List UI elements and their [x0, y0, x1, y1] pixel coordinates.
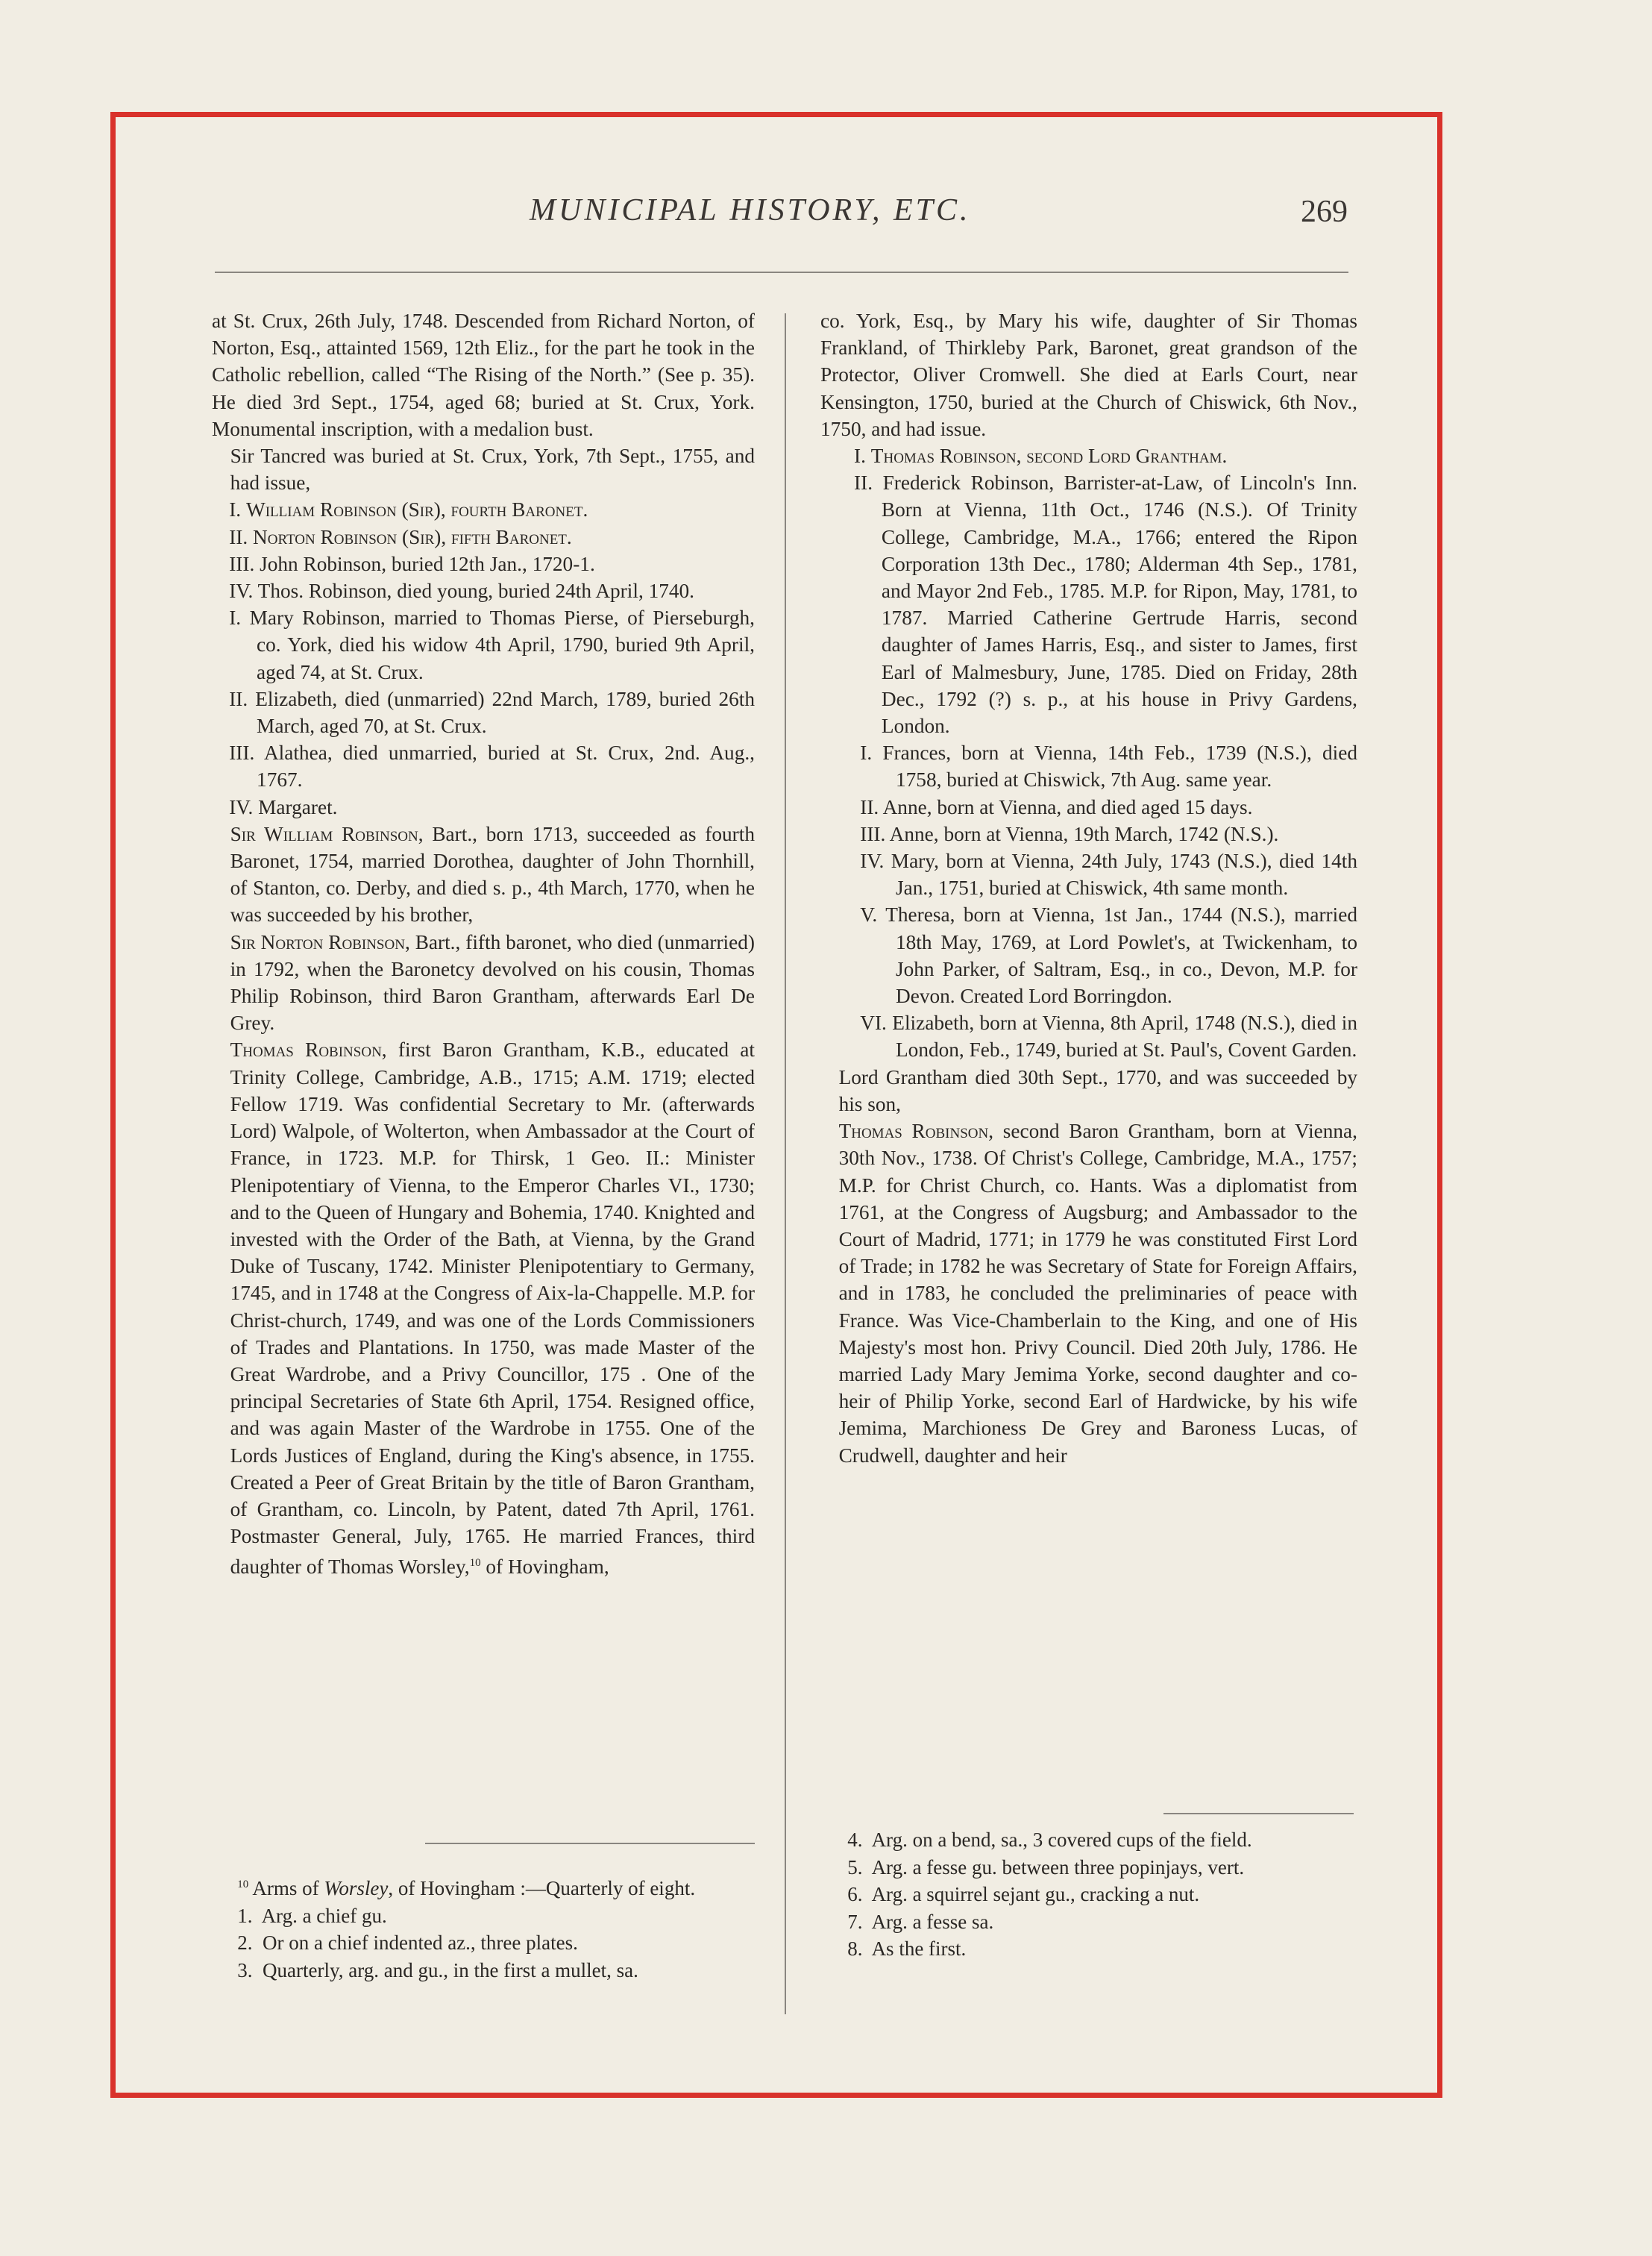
paragraph: Lord Grantham died 30th Sept., 1770, and was succeeded by his son,	[838, 1065, 1357, 1115]
list-numeral: I.	[860, 742, 873, 765]
list-numeral: II.	[229, 525, 248, 548]
list-item	[820, 901, 1357, 1009]
list-item	[212, 577, 755, 604]
list-text: Anne, born at Vienna, 19th March, 1742 (N.S.).	[889, 822, 1279, 845]
list-item	[212, 496, 755, 523]
footnote-right	[829, 1826, 1357, 1963]
left-column	[212, 307, 755, 1581]
list-item	[820, 1009, 1357, 1063]
list-numeral: II.	[854, 471, 873, 495]
paragraph: Sir Tancred was buried at St. Crux, York, 7th Sept., 1755, and had issue,	[230, 445, 755, 495]
list-numeral: IV.	[229, 580, 254, 603]
list-text: Elizabeth, born at Vienna, 8th April, 1748 (N.S.), died in London, Feb., 1749, buried at St. Paul's, Covent Garden.	[892, 1012, 1357, 1062]
list-numeral: IV.	[229, 795, 254, 818]
list-item	[820, 739, 1357, 793]
header-rule	[215, 272, 1348, 273]
list-numeral: II.	[860, 795, 879, 818]
footnote-numeral: 3.	[237, 1958, 253, 1981]
paragraph-text: of Hovingham,	[480, 1555, 609, 1579]
footnote-item	[829, 1826, 1357, 1854]
footnote-left	[219, 1871, 755, 1984]
footnote-numeral: 7.	[847, 1910, 863, 1933]
footnote-item	[829, 1935, 1357, 1963]
list-text: Alathea, died unmarried, buried at St. Crux, 2nd. Aug., 1767.	[257, 742, 755, 792]
list-item	[212, 524, 755, 551]
footnote-rule	[425, 1843, 755, 1844]
list-text: Thomas Robinson, second Lord Grantham.	[870, 445, 1228, 468]
list-item	[820, 794, 1357, 821]
list-item	[212, 794, 755, 821]
footnote-item-text: Arg. a fesse gu. between three popinjays, vert.	[871, 1855, 1245, 1879]
list-text: Theresa, born at Vienna, 1st Jan., 1744 (N.S.), married 18th May, 1769, at Lord Powlet's, at Twickenham, to John Parker, of Saltram, Esq., in co., Devon, M.P. for Devon. Created Lord Borringdon.	[885, 903, 1357, 1008]
footnote-text: , of Hovingham :—Quarterly of eight.	[388, 1877, 696, 1899]
footnote-numeral: 4.	[847, 1829, 863, 1851]
paragraph	[820, 1118, 1357, 1469]
list-numeral: III.	[229, 742, 255, 765]
footnote-item-text: As the first.	[871, 1937, 967, 1960]
footnote-marker: 10	[237, 1879, 249, 1890]
footnote-item	[219, 1902, 755, 1930]
footnote-item-text: Arg. on a bend, sa., 3 covered cups of the field.	[871, 1829, 1252, 1851]
list-text: Norton Robinson (Sir), fifth Baronet.	[253, 525, 572, 548]
footnote-numeral: 6.	[847, 1883, 863, 1905]
list-text: Margaret.	[258, 795, 338, 818]
footnote-paragraph	[219, 1871, 755, 1902]
list-numeral: V.	[860, 903, 878, 927]
footnote-item-text: Quarterly, arg. and gu., in the first a mullet, sa.	[263, 1958, 638, 1981]
footnote-item	[219, 1929, 755, 1957]
person-name: Sir Norton Robinson	[230, 930, 405, 953]
footnote-numeral: 1.	[237, 1904, 253, 1927]
footnote-item	[829, 1908, 1357, 1936]
footnote-numeral: 8.	[847, 1937, 863, 1960]
person-name: Thomas Robinson	[838, 1120, 989, 1143]
person-name: Thomas Robinson	[230, 1038, 382, 1062]
list-item	[212, 739, 755, 793]
footnote-text: Arms of	[252, 1877, 324, 1899]
footnote-numeral: 2.	[237, 1931, 253, 1954]
list-item	[212, 551, 755, 577]
footnote-reference: 10	[469, 1557, 481, 1570]
footnote-item	[829, 1854, 1357, 1881]
list-numeral: IV.	[860, 850, 885, 873]
list-item	[820, 821, 1357, 847]
paragraph	[212, 821, 755, 929]
paragraph	[212, 1036, 755, 1580]
list-text: Frederick Robinson, Barrister-at-Law, of Lincoln's Inn. Born at Vienna, 11th Oct., 1746 (N.S.). Of Trinity College, Cambridge, M.A., 1766; entered the Ripon Corporation 13th Dec., 1780; Alderman 4th Sep., 1781, and Mayor 2nd Feb., 1785. M.P. for Ripon, May, 1781, to 1787. Married Catherine Gertrude Harris, second daughter of James Harris, Esq., and sister to James, first Earl of Malmesbury, June, 1785. Died on Friday, 28th Dec., 1792 (?) s. p., at his house in Privy Gardens, London.	[881, 471, 1357, 738]
person-name: Sir William Robinson	[230, 822, 418, 845]
list-text: Mary, born at Vienna, 24th July, 1743 (N.S.), died 14th Jan., 1751, buried at Chiswick, 4th same month.	[891, 850, 1357, 900]
footnote-numeral: 5.	[847, 1855, 863, 1879]
list-numeral: II.	[229, 687, 248, 710]
paragraph: at St. Crux, 26th July, 1748. Descended from Richard Norton, of Norton, Esq., attainted 1569, 12th Eliz., for the part he took in the Catholic rebellion, called “The Rising of the North.” (See p. 35). He died 3rd Sept., 1754, aged 68; buried at St. Crux, York. Monumental inscription, with a medalion bust.	[212, 310, 755, 440]
running-title: MUNICIPAL HISTORY, ETC.	[530, 193, 971, 228]
column-divider	[785, 313, 786, 2014]
list-numeral: VI.	[860, 1012, 887, 1035]
list-text: William Robinson (Sir), fourth Baronet.	[245, 498, 588, 521]
footnote-item-text: Or on a chief indented az., three plates.	[263, 1931, 578, 1954]
footnote-rule	[1163, 1813, 1354, 1814]
list-item	[820, 847, 1357, 901]
list-text: Frances, born at Vienna, 14th Feb., 1739 (N.S.), died 1758, buried at Chiswick, 7th Aug. same year.	[882, 742, 1357, 792]
footnote-item-text: Arg. a fesse sa.	[871, 1910, 994, 1933]
list-text: Anne, born at Vienna, and died aged 15 days.	[882, 795, 1253, 818]
list-item	[212, 686, 755, 739]
footnote-family-name: Worsley	[324, 1877, 389, 1899]
paragraph: co. York, Esq., by Mary his wife, daughter of Sir Thomas Frankland, of Thirkleby Park, Baronet, great grandson of the Protector, Oliver Cromwell. She died at Earls Court, near Kensington, 1750, buried at the Church of Chiswick, 6th Nov., 1750, and had issue.	[820, 310, 1357, 440]
paragraph-text: , Bart., born 1713, succeeded as fourth Baronet, 1754, married Dorothea, daughter of John Thornhill, of Stanton, co. Derby, and died s. p., 4th March, 1770, when he was succeeded by his brother,	[230, 822, 755, 927]
footnote-item-text: Arg. a squirrel sejant gu., cracking a nut.	[871, 1883, 1200, 1905]
list-text: Thos. Robinson, died young, buried 24th April, 1740.	[257, 580, 695, 603]
list-item	[820, 442, 1357, 469]
page-number: 269	[1301, 195, 1348, 229]
list-text: John Robinson, buried 12th Jan., 1720-1.	[260, 552, 595, 575]
footnote-item	[829, 1881, 1357, 1908]
list-item	[820, 469, 1357, 739]
list-item	[212, 604, 755, 686]
list-numeral: I.	[229, 607, 242, 630]
paragraph-text: , second Baron Grantham, born at Vienna, 30th Nov., 1738. Of Christ's College, Cambridge, M.A., 1757; M.P. for Christ Church, co. Hants. Was a diplomatist from 1761, at the Congress of Augsburg; and Ambassador to the Court of Madrid, 1771; in 1779 he was constituted First Lord of Trade; in 1782 he was Secretary of State for Foreign Affairs, and in 1783, he concluded the preliminaries of peace with France. Was Vice-Chamberlain to the King, and one of His Majesty's most hon. Privy Council. Died 20th July, 1786. He married Lady Mary Jemima Yorke, second daughter and co-heir of Philip Yorke, second Earl of Hardwicke, by his wife Jemima, Marchioness De Grey and Baroness Lucas, of Crudwell, daughter and heir	[838, 1120, 1357, 1467]
footnote-item-text: Arg. a chief gu.	[261, 1904, 387, 1927]
list-text: Elizabeth, died (unmarried) 22nd March, 1789, buried 26th March, aged 70, at St. Crux.	[255, 687, 755, 738]
list-numeral: III.	[860, 822, 886, 845]
right-column	[820, 307, 1357, 1469]
list-numeral: III.	[229, 552, 255, 575]
paragraph	[212, 929, 755, 1037]
paragraph-text: , Bart., fifth baronet, who died (unmarried) in 1792, when the Baronetcy devolved on his cousin, Thomas Philip Robinson, third Baron Grantham, afterwards Earl De Grey.	[230, 930, 755, 1035]
footnote-item	[219, 1957, 755, 1984]
list-numeral: I.	[229, 498, 242, 521]
list-numeral: I.	[854, 445, 866, 468]
list-text: Mary Robinson, married to Thomas Pierse, of Pierseburgh, co. York, died his widow 4th April, 1790, buried 9th April, aged 74, at St. Crux.	[249, 607, 755, 683]
paragraph-text: , first Baron Grantham, K.B., educated at Trinity College, Cambridge, A.B., 1715; A.M. 1719; elected Fellow 1719. Was confidential Secretary to Mr. (afterwards Lord) Walpole, of Wolterton, when Ambassador at the Court of France, in 1723. M.P. for Thirsk, 1 Geo. II.: Minister Plenipotentiary of Vienna, to the Emperor Charles VI., 1730; and to the Queen of Hungary and Bohemia, 1740. Knighted and invested with the Order of the Bath, at Vienna, by the Grand Duke of Tuscany, 1742. Minister Plenipotentiary to Germany, 1745, and in 1748 at the Congress of Aix-la-Chappelle. M.P. for Christ-church, 1749, and was one of the Lords Commissioners of Trades and Plantations. In 1750, was made Master of the Great Wardrobe, and a Privy Councillor, 175 . One of the principal Secretaries of State 6th April, 1754. Resigned office, and was again Master of the Wardrobe in 1755. One of the Lords Justices of England, during the King's absence, in 1755. Created a Peer of Great Britain by the title of Baron Grantham, of Grantham, co. Lincoln, by Patent, dated 7th April, 1761. Postmaster General, July, 1765. He married Frances, third daughter of Thomas Worsley,	[230, 1038, 755, 1579]
